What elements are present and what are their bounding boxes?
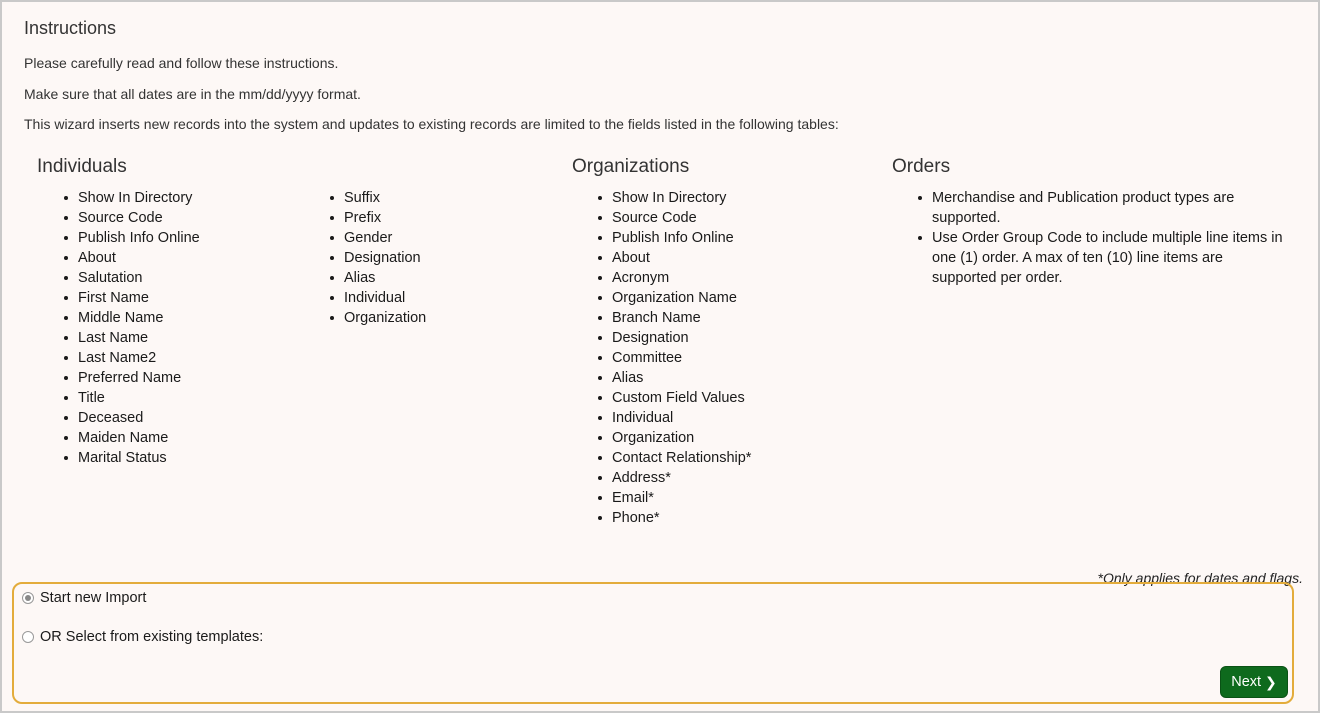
organizations-field: Organization xyxy=(598,428,751,448)
individuals-field: Salutation xyxy=(64,268,200,288)
individuals-field: Title xyxy=(64,388,200,408)
individuals-field: Deceased xyxy=(64,408,200,428)
select-template-option[interactable] xyxy=(22,629,263,645)
organizations-field: Individual xyxy=(598,408,751,428)
organizations-field: Publish Info Online xyxy=(598,228,751,248)
select-template-label[interactable]: OR Select from existing templates: xyxy=(40,629,264,645)
organizations-field: Designation xyxy=(598,328,751,348)
orders-note: Merchandise and Publication product types are supported. xyxy=(918,188,1288,228)
individuals-field: First Name xyxy=(64,288,200,308)
instructions-line-2: Make sure that all dates are in the mm/dd/yyyy format. xyxy=(24,86,361,102)
individuals-list-1 xyxy=(64,188,200,468)
organizations-list xyxy=(598,188,751,528)
individuals-field: Last Name2 xyxy=(64,348,200,368)
select-template-radio[interactable] xyxy=(22,631,34,643)
orders-note: Use Order Group Code to include multiple line items in one (1) order. A max of ten (10) line items are supported per order. xyxy=(918,228,1288,288)
orders-title: Orders xyxy=(892,156,951,177)
organizations-field: About xyxy=(598,248,751,268)
start-new-import-option[interactable] xyxy=(22,590,146,606)
individuals-field: Preferred Name xyxy=(64,368,200,388)
organizations-field: Contact Relationship* xyxy=(598,448,751,468)
organizations-title: Organizations xyxy=(572,156,690,177)
organizations-field: Acronym xyxy=(598,268,751,288)
start-new-import-radio[interactable] xyxy=(22,592,34,604)
individuals-field: Show In Directory xyxy=(64,188,200,208)
individuals-field: Marital Status xyxy=(64,448,200,468)
individuals-field: Suffix xyxy=(330,188,426,208)
individuals-field: Organization xyxy=(330,308,426,328)
organizations-field: Show In Directory xyxy=(598,188,751,208)
instructions-title: Instructions xyxy=(24,18,117,38)
individuals-title: Individuals xyxy=(37,156,127,177)
footnote: *Only applies for dates and flags. xyxy=(1097,570,1303,586)
organizations-field: Source Code xyxy=(598,208,751,228)
organizations-field: Alias xyxy=(598,368,751,388)
organizations-field: Branch Name xyxy=(598,308,751,328)
individuals-field: Middle Name xyxy=(64,308,200,328)
organizations-field: Organization Name xyxy=(598,288,751,308)
next-button[interactable] xyxy=(1220,666,1288,698)
individuals-field: Designation xyxy=(330,248,426,268)
start-new-import-label[interactable]: Start new Import xyxy=(40,590,147,606)
organizations-field: Committee xyxy=(598,348,751,368)
chevron-right-icon: ❯ xyxy=(1265,673,1277,690)
instructions-line-3: This wizard inserts new records into the system and updates to existing records are limited to the fields listed in the following tables: xyxy=(24,116,839,132)
individuals-field: Prefix xyxy=(330,208,426,228)
organizations-field: Phone* xyxy=(598,508,751,528)
organizations-field: Address* xyxy=(598,468,751,488)
next-button-label: Next xyxy=(1231,674,1262,690)
individuals-field: Gender xyxy=(330,228,426,248)
orders-list xyxy=(918,188,1288,288)
individuals-list-2 xyxy=(330,188,426,328)
individuals-field: Alias xyxy=(330,268,426,288)
individuals-field: Last Name xyxy=(64,328,200,348)
individuals-field: About xyxy=(64,248,200,268)
individuals-field: Publish Info Online xyxy=(64,228,200,248)
individuals-field: Individual xyxy=(330,288,426,308)
individuals-field: Source Code xyxy=(64,208,200,228)
organizations-field: Custom Field Values xyxy=(598,388,751,408)
instructions-line-1: Please carefully read and follow these instructions. xyxy=(24,55,339,71)
organizations-field: Email* xyxy=(598,488,751,508)
import-options-box xyxy=(12,582,1294,704)
individuals-field: Maiden Name xyxy=(64,428,200,448)
